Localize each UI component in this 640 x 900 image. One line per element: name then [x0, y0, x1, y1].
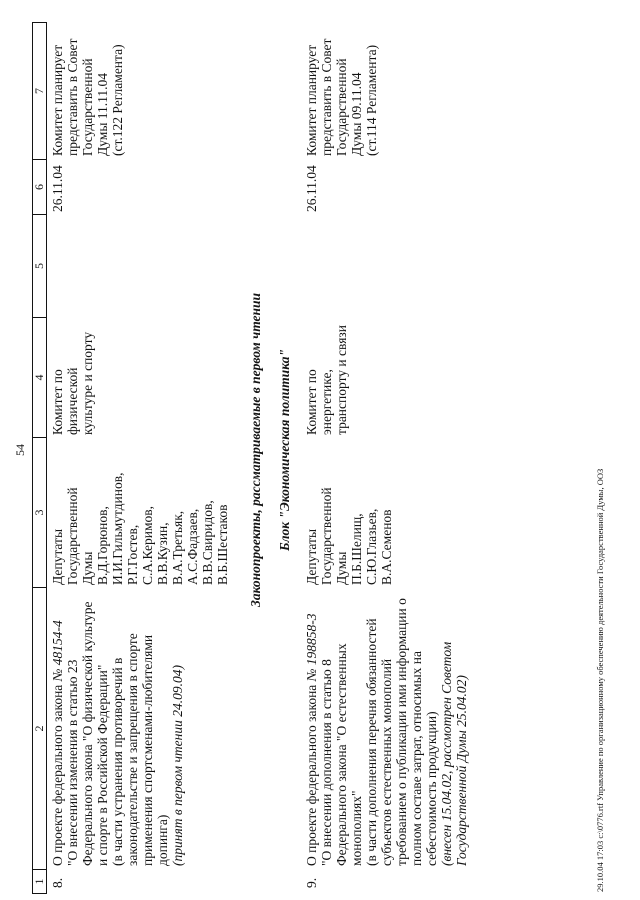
initiator-line: В.Б.Шестаков	[215, 504, 230, 585]
committee-line: Комитет по	[304, 369, 319, 435]
bill-cell	[50, 601, 185, 866]
initiator-line: С.А.Керимов,	[140, 505, 155, 585]
block-heading: Блок "Экономическая политика"	[277, 349, 292, 551]
bill-line: "О внесении изменения в статью 23	[65, 659, 80, 866]
remark-line: представить в Совет	[319, 38, 334, 156]
initiator-line: Р.Г.Гостев,	[125, 524, 140, 585]
initiator-line: В.А.Семенов	[379, 509, 394, 585]
initiator-line: А.С.Фадзаев,	[185, 508, 200, 585]
committee-line: культуре и спорту	[80, 331, 95, 435]
committee-line: Комитет по	[50, 369, 65, 435]
bill-number: № 48154-4	[50, 620, 65, 682]
bill-line: применения спортсменами-любителями	[140, 634, 155, 866]
bill-line: (в части устранения противоречий в	[110, 657, 125, 866]
date-cell: 26.11.04	[50, 165, 65, 212]
bill-line: допинга)	[155, 814, 170, 866]
bill-number: № 198858-3	[304, 613, 319, 682]
header-col-4: 4	[33, 317, 46, 437]
section-heading: Законопроекты, рассматриваемые в первом чтении	[248, 292, 263, 608]
page-footer: 29.10.04 17:03 c:\0776.rtf Управление по организационному обеспечению деятельности Государственной Думы, ООЗ	[595, 468, 605, 892]
table-header-row	[32, 22, 47, 894]
date-cell: 26.11.04	[304, 165, 319, 212]
committee-line: транспорту и связи	[334, 325, 349, 435]
header-col-7: 7	[32, 88, 46, 94]
table-row	[50, 0, 235, 900]
bill-note: (внесен 15.04.02, рассмотрен Советом	[439, 641, 454, 866]
remark-line: Думы 11.11.04	[95, 72, 110, 156]
initiator-line: Депутаты	[50, 528, 65, 585]
bill-line: и спорте в Российской Федерации"	[95, 664, 110, 866]
initiators-cell	[304, 487, 394, 585]
header-col-2: 2	[33, 587, 46, 869]
bill-line: полном составе затрат, относимых на	[409, 651, 424, 866]
initiator-line: Думы	[334, 551, 349, 585]
committee-line: физической	[65, 367, 80, 435]
initiator-line: В.А.Третьяк,	[170, 510, 185, 585]
bill-line: законодательстве и запрещения в спорте	[125, 633, 140, 866]
header-col-1: 1	[33, 869, 46, 893]
committee-cell	[304, 325, 349, 435]
committee-cell	[50, 332, 95, 435]
remark-line: (ст.114 Регламента)	[364, 44, 379, 156]
initiator-line: Депутаты	[304, 528, 319, 585]
bill-first-line	[50, 601, 65, 866]
remark-line: (ст.122 Регламента)	[110, 44, 125, 156]
bill-intro: О проекте федерального закона	[304, 684, 319, 866]
bill-intro: О проекте федерального закона	[50, 684, 65, 866]
initiator-line: В.В.Свиридов,	[200, 500, 215, 585]
remark-cell	[50, 39, 125, 156]
remark-line: Государственной	[80, 58, 95, 156]
bill-line: субъектов естественных монополий	[379, 658, 394, 866]
initiator-line: С.Ю.Глазьев,	[364, 508, 379, 585]
bill-line: (в части дополнения перечня обязанностей	[364, 618, 379, 866]
initiator-line: И.И.Гильмутдинов,	[110, 472, 125, 585]
remark-line: представить в Совет	[65, 38, 80, 156]
initiator-line: П.Б.Шелищ,	[349, 513, 364, 585]
committee-line: энергетике,	[319, 369, 334, 435]
initiator-line: В.В.Кузин,	[155, 522, 170, 585]
row-number: 9.	[304, 877, 319, 888]
remark-line: Государственной	[334, 58, 349, 156]
bill-line: Федерального закона "О естественных	[334, 643, 349, 866]
bill-line: "О внесении дополнения в статью 8	[319, 659, 334, 866]
bill-line: монополиях"	[349, 790, 364, 866]
bill-line: требованием о публикации ими информации о	[394, 598, 409, 866]
row-number: 8.	[50, 877, 65, 888]
initiator-line: Государственной	[65, 487, 80, 585]
header-col-5: 5	[33, 214, 46, 317]
bill-note: (принят в первом чтении 24.09.04)	[170, 665, 185, 866]
bill-cell	[304, 598, 469, 866]
page-number: 54	[13, 444, 27, 456]
initiator-line: В.Д.Горюнов,	[95, 506, 110, 585]
remark-cell	[304, 39, 379, 156]
table-row	[304, 0, 469, 900]
bill-line: себестоимость продукции)	[424, 711, 439, 866]
remark-line: Комитет планирует	[304, 44, 319, 156]
initiators-cell	[50, 473, 230, 586]
initiator-line: Государственной	[319, 487, 334, 585]
initiator-line: Думы	[80, 551, 95, 585]
header-col-6: 6	[33, 159, 46, 214]
bill-first-line	[304, 598, 319, 866]
remark-line: Думы 09.11.04	[349, 72, 364, 156]
bill-line: Федерального закона "О физической культуре	[80, 601, 95, 866]
header-col-3: 3	[33, 437, 46, 587]
remark-line: Комитет планирует	[50, 44, 65, 156]
bill-note: Государственной Думы 25.04.02)	[454, 675, 469, 866]
